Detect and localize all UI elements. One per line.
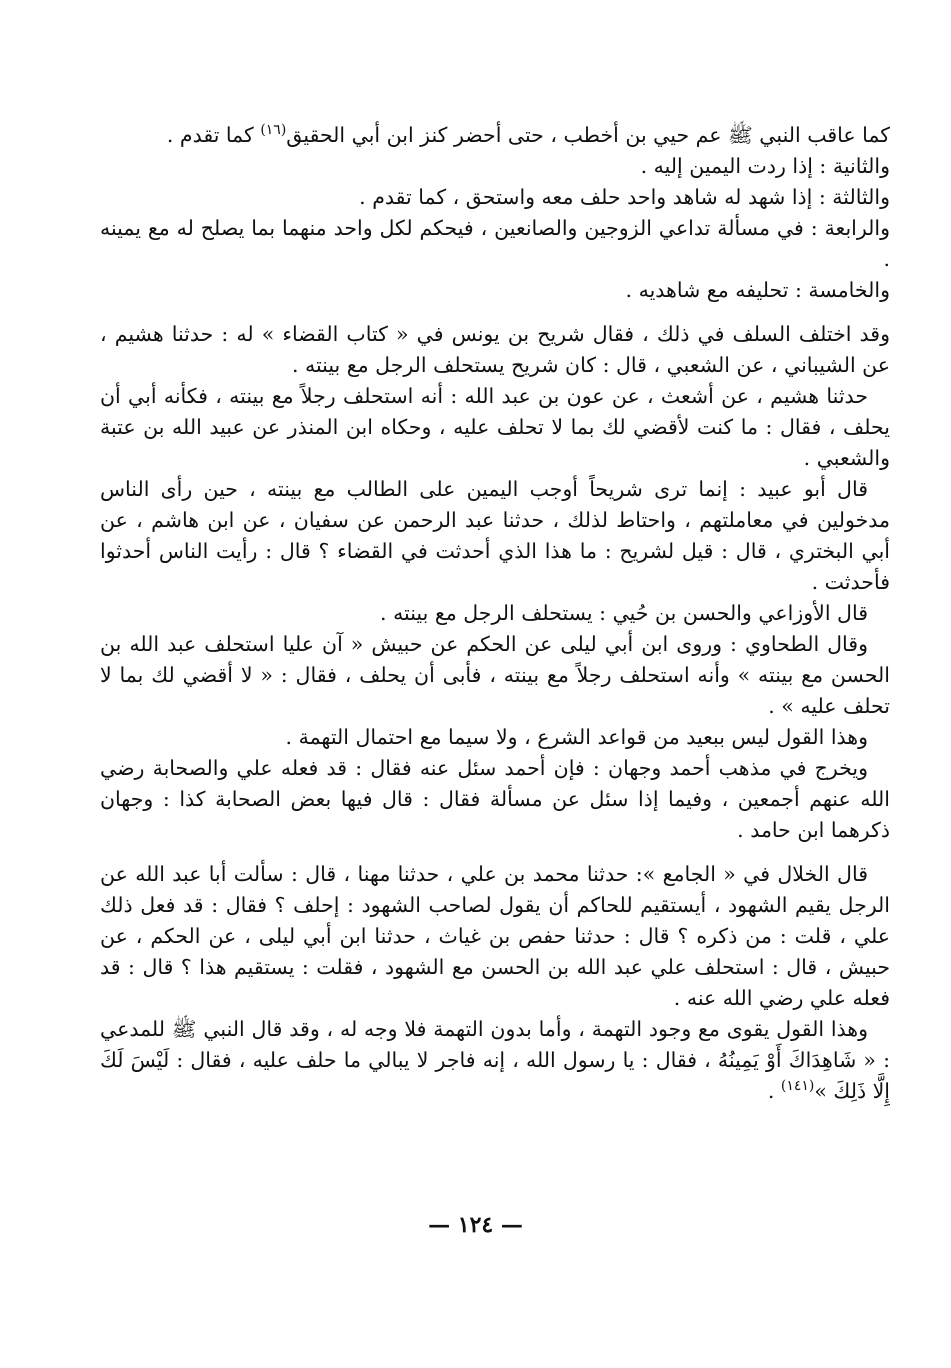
paragraph-text-end: كما تقدم .: [166, 123, 261, 147]
paragraph: وقد اختلف السلف في ذلك ، فقال شريح بن يونس في « كتاب القضاء » له : حدثنا هشيم ، عن الشيباني ، عن الشعبي ، قال : كان شريح يستحلف الرجل مع بينته .: [100, 322, 890, 377]
paragraph-block-2: [100, 319, 890, 846]
paragraph: والرابعة : في مسألة تداعي الزوجين والصانعين ، فيحكم لكل واحد منهما بما يصلح له مع يمينه .: [100, 216, 890, 271]
paragraph: قال الخلال في « الجامع »: حدثنا محمد بن علي ، حدثنا مهنا ، قال : سألت أبا عبد الله عن الرجل يقيم الشهود ، أيستقيم للحاكم أن يقول لصاحب الشهود : إحلف ؟ فقال : قد فعل ذلك علي ، قلت : من ذكره ؟ قال : حدثنا حفص بن غياث ، حدثنا ابن أبي ليلى ، عن الحكم ، عن حبيش ، قال : استحلف علي عبد الله بن الحسن مع الشهود ، فقلت : يستقيم هذا ؟ قال : قد فعله علي رضي الله عنه .: [100, 862, 890, 1010]
footnote-reference: (١٤١): [780, 1078, 815, 1095]
document-page: [100, 120, 890, 1120]
paragraph: وهذا القول ليس ببعيد من قواعد الشرع ، ولا سيما مع احتمال التهمة .: [285, 725, 868, 749]
paragraph: والخامسة : تحليفه مع شاهديه .: [625, 278, 890, 302]
paragraph-text: كما عاقب النبي ﷺ عم حيي بن أخطب ، حتى أحضر كنز ابن أبي الحقيق: [286, 123, 890, 147]
paragraph: قال الأوزاعي والحسن بن حُيي : يستحلف الرجل مع بينته .: [380, 601, 868, 625]
footnote-reference: (١٦): [260, 122, 287, 139]
paragraph: ويخرج في مذهب أحمد وجهان : فإن أحمد سئل عنه فقال : قد فعله علي والصحابة رضي الله عنهم أجمعين ، وفيما إذا سئل عن مسألة فقال : قال فيها بعض الصحابة كذا : وجهان ذكرهما ابن حامد .: [100, 756, 890, 842]
paragraph: قال أبو عبيد : إنما ترى شريحاً أوجب اليمين على الطالب مع بينته ، حين رأى الناس مدخولين في معاملتهم ، واحتاط لذلك ، حدثنا عبد الرحمن عن سفيان ، عن ابن هاشم ، عن أبي البختري ، قال : قيل لشريح : ما هذا الذي أحدثت في القضاء ؟ قال : رأيت الناس أحدثوا فأحدثت .: [100, 477, 890, 594]
paragraph: [100, 120, 890, 151]
paragraph: [100, 1014, 890, 1107]
paragraph: وقال الطحاوي : وروى ابن أبي ليلى عن الحكم عن حبيش « آن عليا استحلف عبد الله بن الحسن مع بينته » وأنه استحلف رجلاً مع بينته ، فأبى أن يحلف ، فقال : « لا أقضي لك بما لا تحلف عليه » .: [100, 632, 890, 718]
paragraph-block-1: [100, 120, 890, 306]
page-number: — ١٢٤ —: [428, 1212, 523, 1238]
paragraph-text: وهذا القول يقوى مع وجود التهمة ، وأما بدون التهمة فلا وجه له ، وقد قال النبي ﷺ للمدعي : « شَاهِدَاكَ أَوْ يَمِينُهُ ، فقال : يا رسول الله ، إنه فاجر لا يبالي ما حلف عليه ، فقال : لَيْسَ لَكَ إِلَّا ذَلِكَ »: [100, 1017, 890, 1103]
paragraph: والثالثة : إذا شهد له شاهد واحد حلف معه واستحق ، كما تقدم .: [359, 185, 890, 209]
paragraph: حدثنا هشيم ، عن أشعث ، عن عون بن عبد الله : أنه استحلف رجلاً مع بينته ، فكأنه أبي أن يحلف ، فقال : ما كنت لأقضي لك بما لا تحلف عليه ، وحكاه ابن المنذر عن عبيد الله بن عتبة والشعبي .: [100, 384, 890, 470]
paragraph-text-end: .: [767, 1079, 781, 1103]
paragraph: والثانية : إذا ردت اليمين إليه .: [640, 154, 890, 178]
paragraph-block-3: [100, 859, 890, 1107]
